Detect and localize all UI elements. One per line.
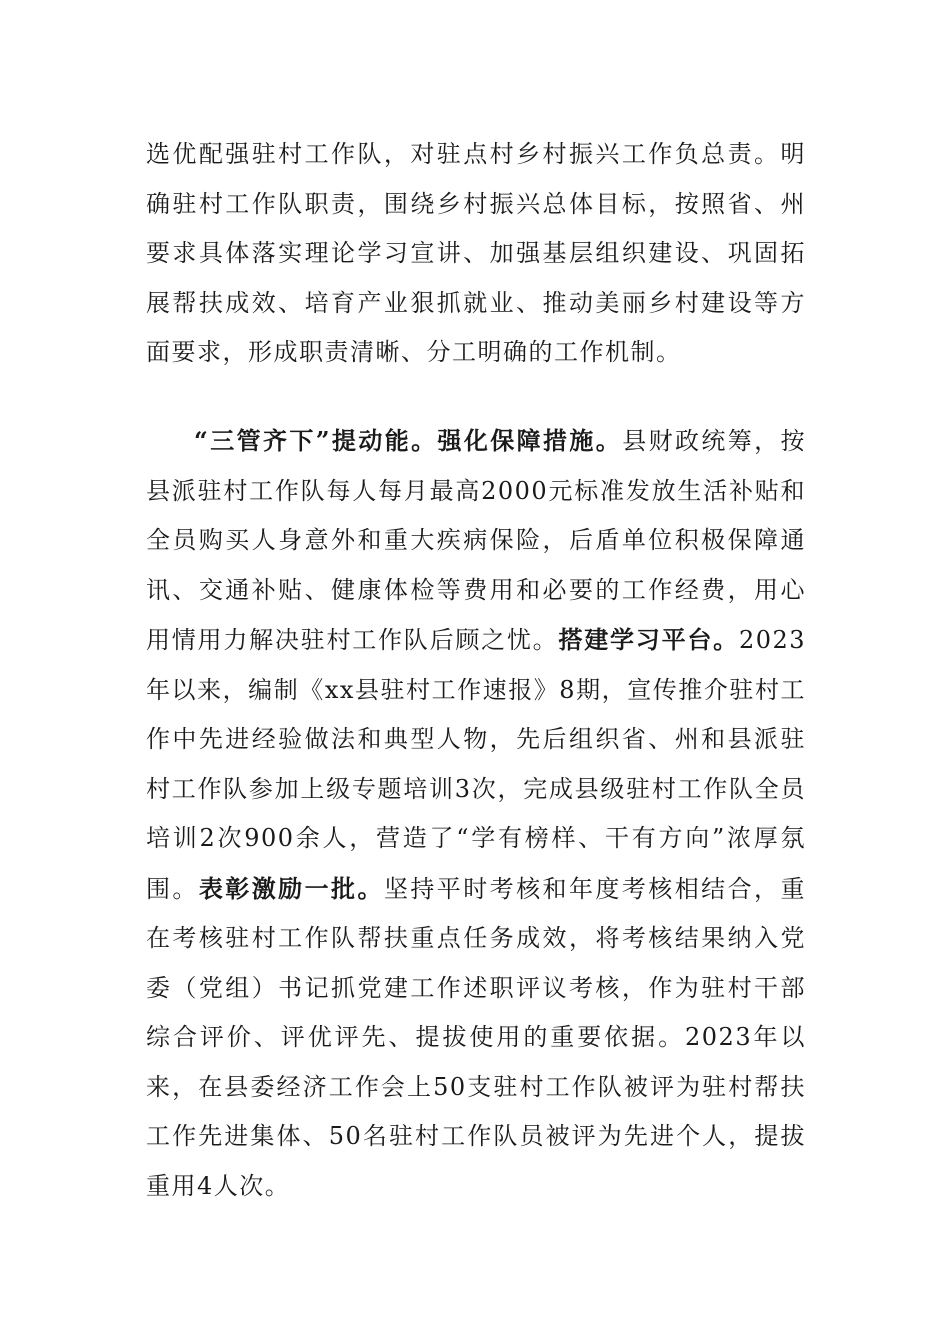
section-heading: “三管齐下”提动能。 — [194, 426, 438, 455]
paragraph-2 — [146, 416, 806, 1211]
paragraph-1 — [146, 130, 806, 378]
subsection-text-learning: 2023年以来，编制《xx县驻村工作速报》8期，宣传推介驻村工作中先进经验做法和典型人物，先后组织省、州和县派驻村工作队参加上级专题培训3次，完成县级驻村工作队全员培训2次900余人，营造了“学有榜样、干有方向”浓厚氛围。 — [146, 626, 807, 903]
paragraph-1-text: 选优配强驻村工作队，对驻点村乡村振兴工作负总责。明确驻村工作队职责，围绕乡村振兴总体目标，按照省、州要求具体落实理论学习宣讲、加强基层组织建设、巩固拓展帮扶成效、培育产业狠抓就业、推动美丽乡村建设等方面要求，形成职责清晰、分工明确的工作机制。 — [146, 140, 806, 366]
subsection-text-guarantee: 县财政统筹，按县派驻村工作队每人每月最高2000元标准发放生活补贴和全员购买人身意外和重大疾病保险，后盾单位积极保障通讯、交通补贴、健康体检等费用和必要的工作经费，用心用情用力解决驻村工作队后顾之忧。 — [146, 427, 807, 654]
subsection-title-learning: 搭建学习平台。 — [558, 625, 739, 654]
subsection-title-commendation: 表彰激励一批。 — [198, 873, 384, 903]
subsection-title-guarantee: 强化保障措施。 — [437, 426, 623, 455]
subsection-text-commendation: 坚持平时考核和年度考核相结合，重在考核驻村工作队帮扶重点任务成效，将考核结果纳入党委（党组）书记抓党建工作述职评议考核，作为驻村干部综合评价、评优评先、提拔使用的重要依据。2023年以来，在县委经济工作会上50支驻村工作队被评为驻村帮扶工作先进集体、50名驻村工作队员被评为先进个人，提拔重用4人次。 — [146, 874, 806, 1200]
